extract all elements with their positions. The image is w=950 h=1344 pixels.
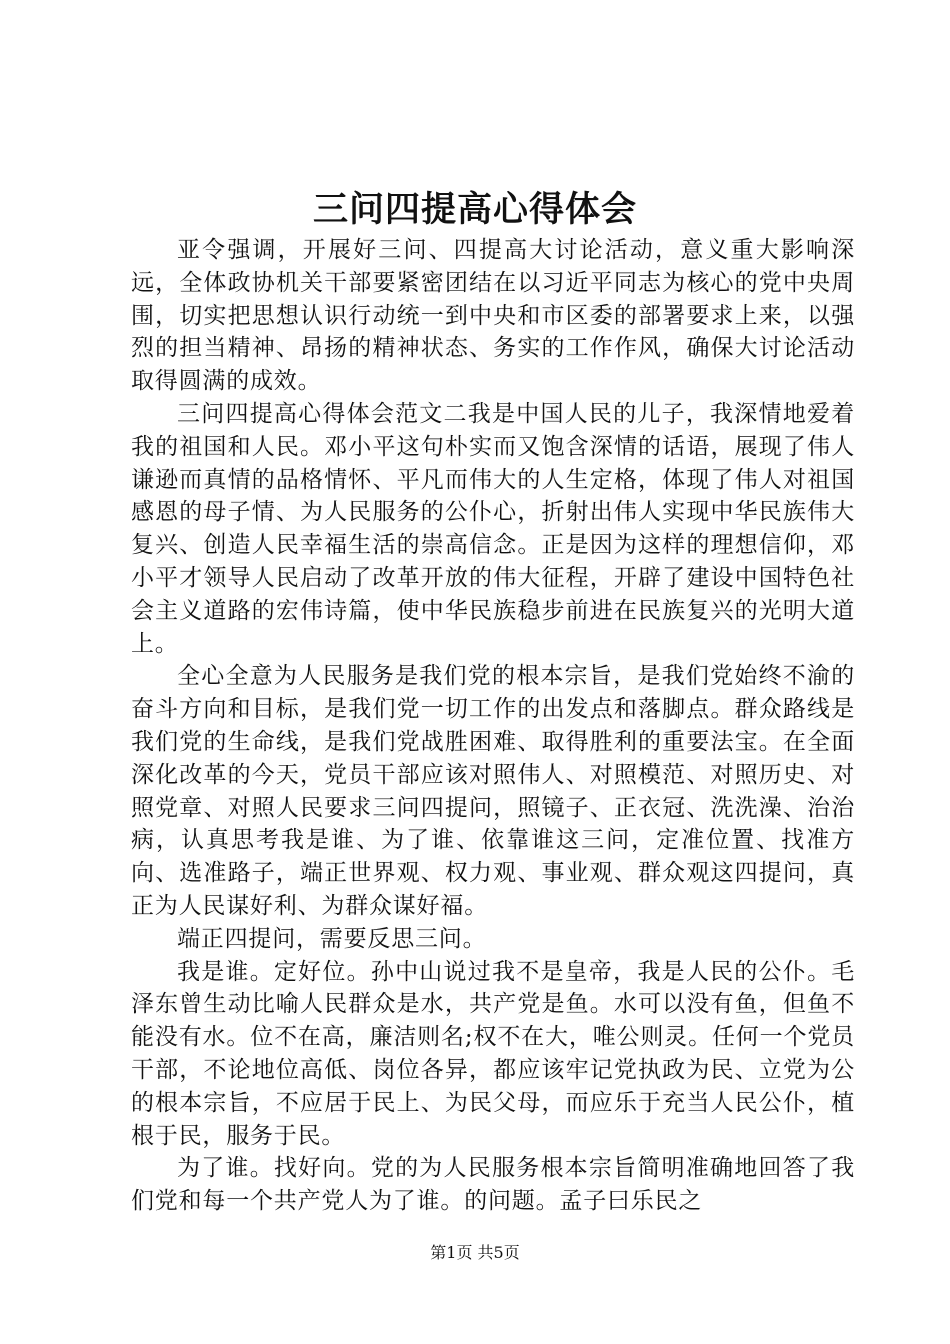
document-body — [131, 234, 855, 1218]
paragraph: 为了谁。找好向。党的为人民服务根本宗旨简明准确地回答了我们党和每一个共产党人为了谁。的问题。孟子曰乐民之 — [131, 1155, 855, 1215]
paragraph: 端正四提问，需要反思三问。 — [177, 925, 487, 952]
page-footer: 第1页 共5页 — [430, 1243, 520, 1262]
paragraph: 亚令强调，开展好三问、四提高大讨论活动，意义重大影响深远，全体政协机关干部要紧密团结在以习近平同志为核心的党中央周围，切实把思想认识行动统一到中央和市区委的部署要求上来，以强烈的担当精神、昂扬的精神状态、务实的工作作风，确保大讨论活动取得圆满的成效。 — [131, 237, 855, 395]
paragraph: 我是谁。定好位。孙中山说过我不是皇帝，我是人民的公仆。毛泽东曾生动比喻人民群众是水，共产党是鱼。水可以没有鱼，但鱼不能没有水。位不在高，廉洁则名;权不在大，唯公则灵。任何一个党员干部，不论地位高低、岗位各异，都应该牢记党执政为民、立党为公的根本宗旨，不应居于民上、为民父母，而应乐于充当人民公仆，植根于民，服务于民。 — [131, 958, 855, 1149]
paragraph: 全心全意为人民服务是我们党的根本宗旨，是我们党始终不渝的奋斗方向和目标，是我们党一切工作的出发点和落脚点。群众路线是我们党的生命线，是我们党战胜困难、取得胜利的重要法宝。在全面深化改革的今天，党员干部应该对照伟人、对照模范、对照历史、对照党章、对照人民要求三问四提问，照镜子、正衣冠、洗洗澡、治治病，认真思考我是谁、为了谁、依靠谁这三问，定准位置、找准方向、选准路子，端正世界观、权力观、事业观、群众观这四提问，真正为人民谋好利、为群众谋好福。 — [131, 663, 855, 919]
document-title: 三问四提高心得体会 — [312, 189, 637, 230]
paragraph: 三问四提高心得体会范文二我是中国人民的儿子，我深情地爱着我的祖国和人民。邓小平这句朴实而又饱含深情的话语，展现了伟人谦逊而真情的品格情怀、平凡而伟大的人生定格，体现了伟人对祖国感恩的母子情、为人民服务的公仆心，折射出伟人实现中华民族伟大复兴、创造人民幸福生活的崇高信念。正是因为这样的理想信仰，邓小平才领导人民启动了改革开放的伟大征程，开辟了建设中国特色社会主义道路的宏伟诗篇，使中华民族稳步前进在民族复兴的光明大道上。 — [131, 400, 855, 657]
